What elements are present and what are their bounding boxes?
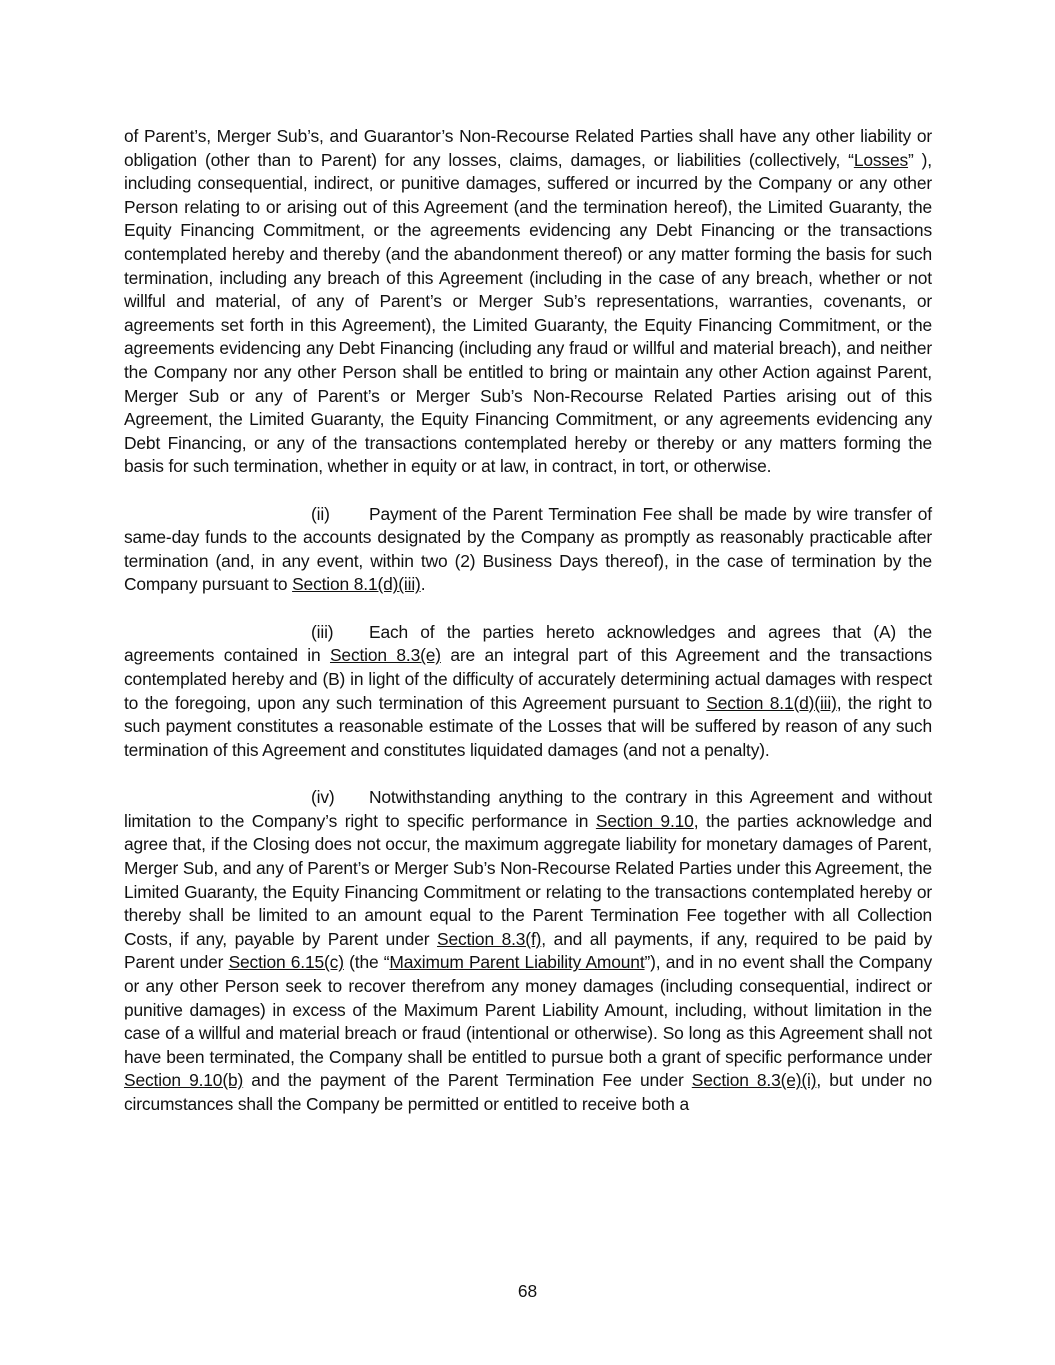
page-number: 68 — [517, 1281, 538, 1301]
document-body — [124, 125, 932, 1140]
defined-term-losses: Losses — [853, 149, 909, 170]
clause-iv — [124, 786, 932, 1116]
text-run: Payment of the Parent Termination Fee shall be made by wire transfer of same-day funds to the accounts designated by the Company as promptly as reasonably practicable after termination (and, in any event, within two (2) Business Days thereof), in the case of termination by the Company pursuant to — [124, 503, 932, 595]
clause-number: (iv) — [311, 787, 335, 808]
defined-term-max-liability: Maximum Parent Liability Amount — [389, 952, 645, 973]
text-run: Notwithstanding anything to the contrary in this Agreement and without limitation to the Company’s right to specific performance in — [124, 787, 932, 831]
clause-number: (iii) — [311, 621, 334, 642]
text-run: , and all payments, if any, required to be paid by Parent under — [124, 928, 932, 973]
section-reference: Section 6.15(c) — [228, 952, 344, 973]
text-run: are an integral part of this Agreement and the transactions contemplated hereby and (B) in light of the difficulty of accurately determining actual damages with respect to the foregoing, upon any such termination of this Agreement pursuant to — [124, 645, 932, 713]
section-reference: Section 8.1(d)(iii) — [706, 692, 837, 713]
section-reference: Section 9.10 — [595, 810, 694, 831]
text-run: , but under no circumstances shall the Company be permitted or entitled to receive both a — [124, 1070, 932, 1114]
section-reference: Section 8.3(f) — [437, 928, 542, 949]
section-reference: Section 8.1(d)(iii) — [292, 574, 421, 595]
clause-number: (ii) — [311, 503, 330, 524]
text-run: ”), and in no event shall the Company or any other Person seek to recover therefrom any money damages (including consequential, indirect or punitive damages) in excess of the Maximum Parent Liability Amount, including, without limitation in the case of a willful and material breach or fraud (intentional or otherwise). So long as this Agreement shall not have been terminated, the Company shall be entitled to pursue both a grant of specific performance under — [124, 952, 932, 1067]
text-run: , the parties acknowledge and agree that, if the Closing does not occur, the maximum aggregate liability for monetary damages of Parent, Merger Sub, and any of Parent’s or Merger Sub’s Non-Recourse Related Parties under this Agreement, the Limited Guaranty, the Equity Financing Commitment or relating to the transactions contemplated hereby or thereby shall be limited to an amount equal to the Parent Termination Fee together with all Collection Costs, if any, payable by Parent under — [124, 810, 932, 949]
section-reference: Section 9.10(b) — [124, 1070, 244, 1091]
clause-iii — [124, 621, 932, 763]
text-run: Each of the parties hereto acknowledges and agrees that (A) the agreements contained in — [124, 621, 932, 666]
continued-paragraph — [124, 125, 932, 479]
text-run: of Parent’s, Merger Sub’s, and Guarantor’s Non-Recourse Related Parties shall have any other liability or obligation (other than to Parent) for any losses, claims, damages, or liabilities (collectively, “ — [124, 126, 932, 170]
text-run: and the payment of the Parent Termination Fee under — [243, 1070, 692, 1091]
text-run: ” ), including consequential, indirect, or punitive damages, suffered or incurred by the Company or any other Person relating to or arising out of this Agreement (and the termination hereof), the Limited Guaranty, the Equity Financing Commitment, or the agreements evidencing any Debt Financing or the transactions contemplated hereby and thereby (and the abandonment thereof) or any matter forming the basis for such termination, including any breach of this Agreement (including in the case of any breach, whether or not willful and material, of any of Parent’s or Merger Sub’s representations, warranties, covenants, or agreements set forth in this Agreement), the Limited Guaranty, the Equity Financing Commitment, or the agreements evidencing any Debt Financing (including any fraud or willful and material breach), and neither the Company nor any other Person shall be entitled to bring or maintain any other Action against Parent, Merger Sub or any of Parent’s or Merger Sub’s Non-Recourse Related Parties arising out of this Agreement, the Limited Guaranty, the Equity Financing Commitment, or any agreements evidencing any Debt Financing, or any of the transactions contemplated hereby or thereby or any matters forming the basis for such termination, whether in equity or at law, in contract, in tort, or otherwise. — [124, 149, 932, 477]
text-run: , the right to such payment constitutes a reasonable estimate of the Losses that will be suffered by reason of any such termination of this Agreement and constitutes liquidated damages (and not a penalty). — [124, 692, 932, 760]
text-run: (the “ — [343, 952, 390, 973]
clause-ii — [124, 503, 932, 597]
text-run: . — [420, 574, 426, 595]
section-reference: Section 8.3(e)(i) — [691, 1070, 817, 1091]
section-reference: Section 8.3(e) — [329, 645, 441, 666]
